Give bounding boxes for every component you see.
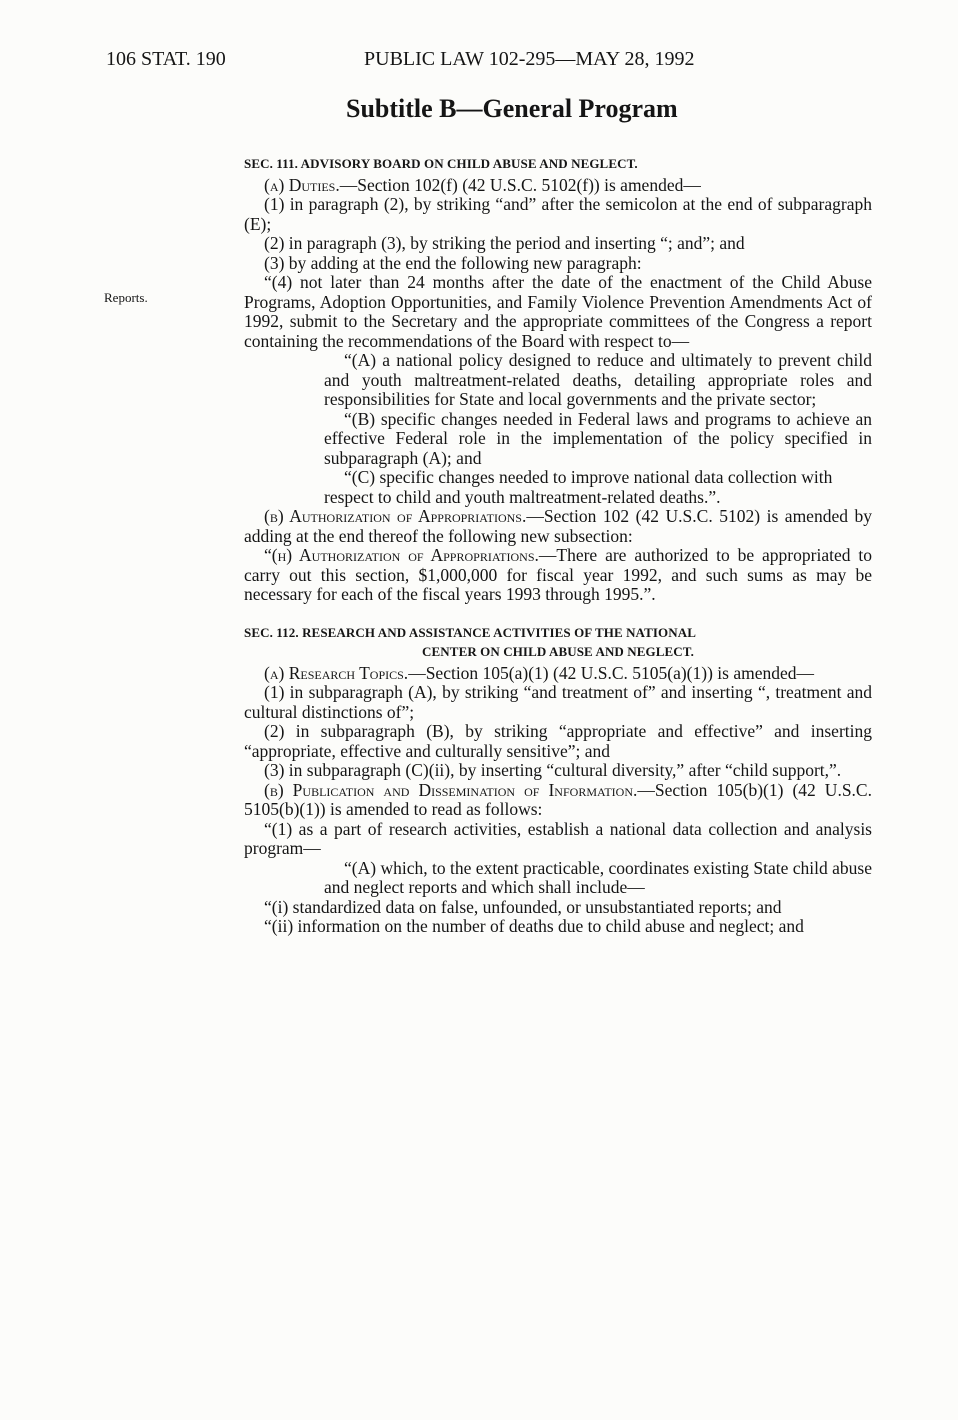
sec111-h-label: “(h) Authorization of Appropriations. xyxy=(264,545,539,565)
subtitle-heading: Subtitle B—General Program xyxy=(346,94,678,123)
sec111-h-paragraph xyxy=(244,546,872,605)
sec112-quoted-1: “(1) as a part of research activities, establish a national data collection and analysis program— xyxy=(244,818,872,858)
sec112-quoted-A: “(A) which, to the extent practicable, coordinates existing State child abuse and neglect reports and which shall include— xyxy=(324,857,872,897)
margin-note: Reports. xyxy=(104,290,148,305)
sec112-b-text: —Section 105(b)(1) (42 U.S.C. 5105(b)(1)) is amended to read as follows: xyxy=(244,779,872,819)
stat-page-number: 106 STAT. 190 xyxy=(106,48,226,70)
sec112-a-label: (a) Research Topics. xyxy=(264,662,409,683)
sec112-quoted-i: “(i) standardized data on false, unfounded, or unsubstantiated reports; and xyxy=(264,896,782,917)
section-112-heading-line1: SEC. 112. RESEARCH AND ASSISTANCE ACTIVITIES OF THE NATIONAL xyxy=(244,624,696,640)
sec111-a-label: (a) Duties. xyxy=(264,174,340,195)
sec111-b-text: —Section 102 (42 U.S.C. 5102) is amended by adding at the end thereof the following new subsection: xyxy=(244,506,872,546)
sec112-a1: (1) in subparagraph (A), by striking “and treatment of” and inserting “, treatment and cultural distinctions of”; xyxy=(244,682,872,722)
section-111-heading: SEC. 111. ADVISORY BOARD ON CHILD ABUSE AND NEGLECT. xyxy=(244,156,638,171)
sec111-quoted-A: “(A) a national policy designed to reduce and ultimately to prevent child and youth maltreatment-related deaths, detailing appropriate roles and responsibilities for State and local governments and the private sector; xyxy=(324,350,872,409)
sec111-quoted-C: “(C) specific changes needed to improve national data collection with respect to child and youth maltreatment-related deaths.”. xyxy=(324,467,833,507)
sec111-b-paragraph xyxy=(244,507,872,546)
sec112-b-label: (b) Publication and Dissemination of Information. xyxy=(264,779,638,800)
law-citation: PUBLIC LAW 102-295—MAY 28, 1992 xyxy=(364,48,695,70)
sec112-a-text: —Section 105(a)(1) (42 U.S.C. 5105(a)(1)) is amended— xyxy=(408,662,814,683)
section-112-heading-line2: CENTER ON CHILD ABUSE AND NEGLECT. xyxy=(422,644,694,659)
sec112-b-paragraph xyxy=(244,781,872,820)
sec111-a1: (1) in paragraph (2), by striking “and” after the semicolon at the end of subparagraph (E); xyxy=(244,194,872,234)
sec111-a-text: —Section 102(f) (42 U.S.C. 5102(f)) is amended— xyxy=(339,174,701,195)
sec111-quoted-B: “(B) specific changes needed in Federal laws and programs to achieve an effective Federal role in the implementation of the policy specified in subparagraph (A); and xyxy=(324,408,872,468)
sec112-a3: (3) in subparagraph (C)(ii), by inserting “cultural diversity,” after “child support,”. xyxy=(264,760,842,780)
body-text xyxy=(244,150,872,937)
sec111-a2: (2) in paragraph (3), by striking the period and inserting “; and”; and xyxy=(264,233,745,253)
sec111-a3: (3) by adding at the end the following new paragraph: xyxy=(264,252,642,273)
sec112-a-paragraph xyxy=(244,664,872,684)
sec111-a-paragraph xyxy=(244,176,872,196)
section-112-heading xyxy=(244,623,872,662)
sec112-quoted-ii: “(ii) information on the number of deaths due to child abuse and neglect; and xyxy=(264,916,804,936)
sec111-h-text: —There are authorized to be appropriated to carry out this section, $1,000,000 for fiscal year 1992, and such sums as may be necessary for each of the fiscal years 1993 through 1995.”. xyxy=(244,545,872,604)
sec111-b-label: (b) Authorization of Appropriations. xyxy=(264,506,527,526)
sec111-quoted-4: “(4) not later than 24 months after the date of the enactment of the Child Abuse Programs, Adoption Opportunities, and Family Violence Prevention Amendments Act of 1992, submit to the Secretary and the appropriate committees of the Congress a report containing the recommendations of the Board with respect to— xyxy=(244,272,872,351)
sec112-a2: (2) in subparagraph (B), by striking “appropriate and effective” and inserting “appropriate, effective and culturally sensitive”; and xyxy=(244,721,872,761)
